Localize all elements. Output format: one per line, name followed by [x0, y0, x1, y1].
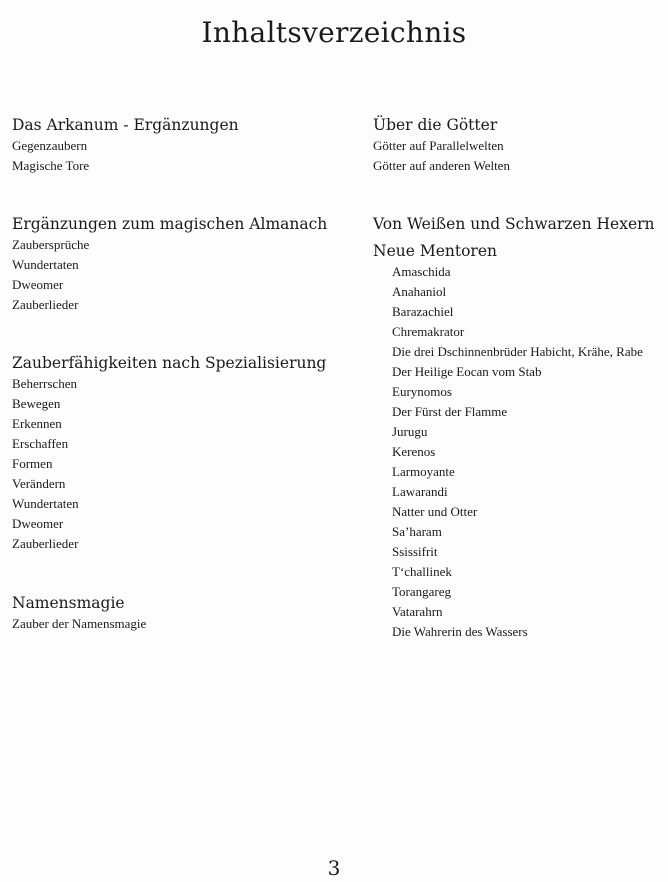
toc-entry[interactable]: Formen	[12, 456, 53, 471]
toc-entry[interactable]: Anahaniol	[392, 284, 447, 299]
toc-entry[interactable]: Kerenos	[392, 444, 436, 459]
entry-list	[373, 262, 643, 642]
toc-section-mentoren	[373, 240, 643, 642]
toc-entry[interactable]: Eurynomos	[392, 384, 452, 399]
toc-entry[interactable]: Erschaffen	[12, 436, 69, 451]
toc-entry[interactable]: Zauberlieder	[12, 297, 79, 312]
toc-entry[interactable]: Zauber der Namensmagie	[12, 616, 147, 631]
toc-entry[interactable]: T‘challinek	[392, 564, 452, 579]
toc-entry[interactable]: Die Wahrerin des Wassers	[392, 624, 528, 639]
toc-entry[interactable]: Torangareg	[392, 584, 452, 599]
toc-entry[interactable]: Gegenzaubern	[12, 138, 88, 153]
entry-list	[12, 614, 146, 634]
section-heading[interactable]: Von Weißen und Schwarzen Hexern	[373, 215, 655, 233]
section-heading[interactable]: Über die Götter	[373, 116, 498, 134]
toc-entry[interactable]: Lawarandi	[392, 484, 448, 499]
section-heading[interactable]: Das Arkanum - Ergänzungen	[12, 116, 239, 134]
toc-entry[interactable]: Wundertaten	[12, 257, 79, 272]
toc-entry[interactable]: Zauberlieder	[12, 536, 79, 551]
toc-entry[interactable]: Der Heilige Eocan vom Stab	[392, 364, 542, 379]
toc-entry[interactable]: Die drei Dschinnenbrüder Habicht, Krähe, Rabe	[392, 344, 643, 359]
toc-section-goetter	[373, 114, 510, 176]
toc-section-namensmagie	[12, 592, 146, 634]
section-heading[interactable]: Ergänzungen zum magischen Almanach	[12, 215, 328, 233]
toc-entry[interactable]: Amaschida	[392, 264, 451, 279]
toc-entry[interactable]: Larmoyante	[392, 464, 455, 479]
toc-entry[interactable]: Natter und Otter	[392, 504, 478, 519]
toc-entry[interactable]: Sa’haram	[392, 524, 442, 539]
toc-section-almanach	[12, 213, 327, 315]
toc-entry[interactable]: Chremakrator	[392, 324, 465, 339]
toc-entry[interactable]: Zaubersprüche	[12, 237, 90, 252]
page-number: 3	[327, 856, 341, 880]
toc-entry[interactable]: Dweomer	[12, 516, 64, 531]
toc-entry[interactable]: Magische Tore	[12, 158, 90, 173]
entry-list	[373, 136, 510, 176]
entry-list	[12, 374, 326, 554]
toc-section-spezialisierung	[12, 352, 326, 554]
toc-entry[interactable]: Vatarahrn	[392, 604, 443, 619]
toc-entry[interactable]: Dweomer	[12, 277, 64, 292]
page-title: Inhaltsverzeichnis	[201, 16, 467, 49]
toc-entry[interactable]: Götter auf anderen Welten	[373, 158, 510, 173]
entry-list	[12, 136, 239, 176]
toc-entry[interactable]: Bewegen	[12, 396, 61, 411]
entry-list	[12, 235, 327, 315]
toc-entry[interactable]: Verändern	[12, 476, 66, 491]
toc-entry[interactable]: Götter auf Parallelwelten	[373, 138, 504, 153]
toc-entry[interactable]: Beherrschen	[12, 376, 77, 391]
section-heading[interactable]: Namensmagie	[12, 594, 125, 612]
toc-entry[interactable]: Jurugu	[392, 424, 428, 439]
toc-section-hexer	[373, 213, 655, 235]
toc-entry[interactable]: Der Fürst der Flamme	[392, 404, 508, 419]
toc-section-arkanum	[12, 114, 239, 176]
toc-entry[interactable]: Wundertaten	[12, 496, 79, 511]
section-heading[interactable]: Zauberfähigkeiten nach Spezialisierung	[12, 354, 327, 372]
toc-entry[interactable]: Ssissifrit	[392, 544, 438, 559]
toc-entry[interactable]: Barazachiel	[392, 304, 454, 319]
toc-entry[interactable]: Erkennen	[12, 416, 62, 431]
section-heading[interactable]: Neue Mentoren	[373, 242, 497, 260]
